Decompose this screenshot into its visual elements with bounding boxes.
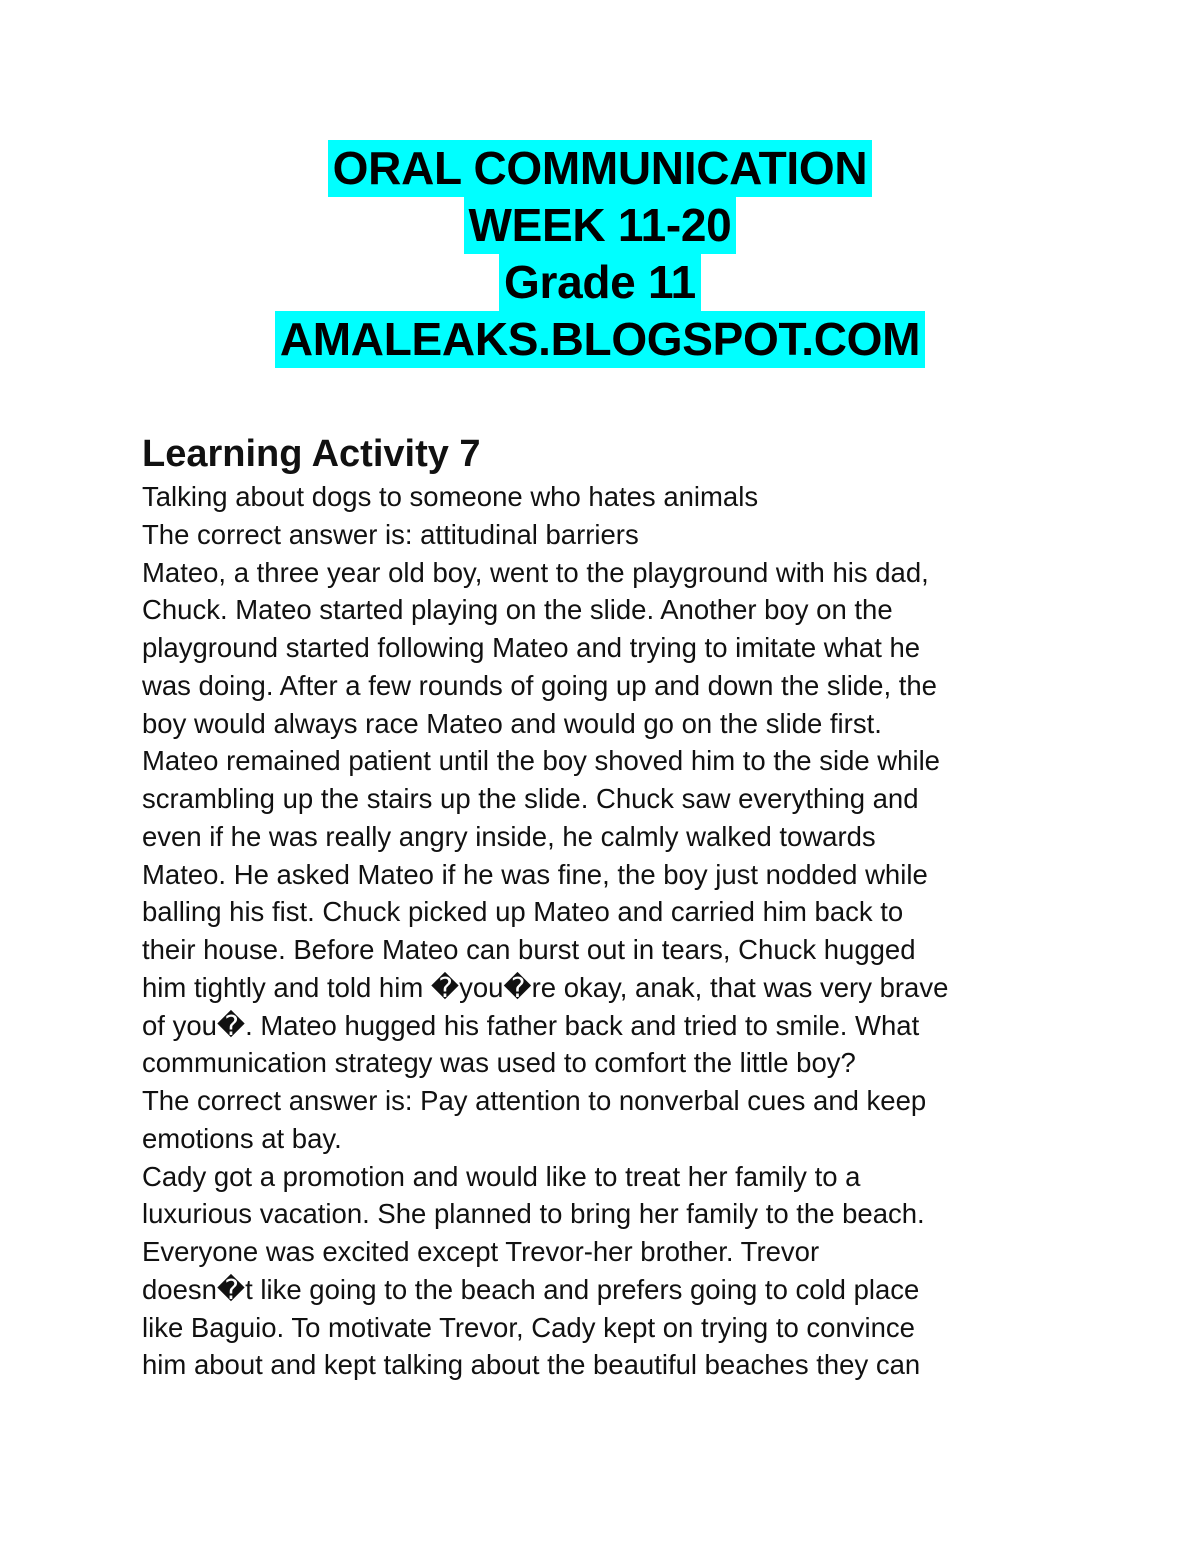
text-line: him tightly and told him �you�re okay, anak, that was very brave [142, 971, 949, 1003]
title-week: WEEK 11-20 [464, 197, 737, 254]
text-line: emotions at bay. [142, 1122, 342, 1154]
text-line: even if he was really angry inside, he calmly walked towards [142, 820, 876, 852]
text-line: playground started following Mateo and trying to imitate what he [142, 632, 921, 663]
text-line: Talking about dogs to someone who hates animals [142, 481, 759, 512]
title-line-4 [0, 311, 1200, 368]
text-line: balling his fist. Chuck picked up Mateo and carried him back to [142, 896, 904, 928]
title-line-1 [0, 140, 1200, 197]
text-line: him about and kept talking about the beautiful beaches they can [142, 1349, 921, 1381]
title-website: AMALEAKS.BLOGSPOT.COM [275, 311, 925, 368]
text-line: scrambling up the stairs up the slide. Chuck saw everything and [142, 783, 919, 814]
text-line: Everyone was excited except Trevor-her brother. Trevor [142, 1236, 820, 1267]
title-block [0, 140, 1200, 368]
body-text [142, 478, 1072, 1384]
title-line-2 [0, 197, 1200, 254]
text-line: their house. Before Mateo can burst out in tears, Chuck hugged [142, 934, 916, 965]
text-line: Mateo. He asked Mateo if he was fine, the boy just nodded while [142, 858, 928, 890]
title-grade: Grade 11 [499, 254, 701, 311]
title-line-3 [0, 254, 1200, 311]
text-line: communication strategy was used to comfort the little boy? [142, 1047, 856, 1079]
text-line: The correct answer is: attitudinal barriers [142, 518, 639, 550]
text-line: of you�. Mateo hugged his father back and tried to smile. What [142, 1009, 920, 1041]
text-line: Chuck. Mateo started playing on the slide. Another boy on the [142, 594, 893, 626]
text-line: Mateo remained patient until the boy shoved him to the side while [142, 745, 940, 777]
text-line: doesn�t like going to the beach and prefers going to cold place [142, 1273, 920, 1305]
text-line: luxurious vacation. She planned to bring her family to the beach. [142, 1198, 925, 1230]
text-line: Mateo, a three year old boy, went to the playground with his dad, [142, 556, 929, 588]
text-line: was doing. After a few rounds of going up and down the slide, the [142, 669, 937, 701]
text-line: The correct answer is: Pay attention to nonverbal cues and keep [142, 1085, 927, 1116]
text-line: boy would always race Mateo and would go on the slide first. [142, 707, 882, 739]
text-line: Cady got a promotion and would like to treat her family to a [142, 1160, 861, 1192]
section-heading: Learning Activity 7 [142, 433, 481, 475]
text-line: like Baguio. To motivate Trevor, Cady kept on trying to convince [142, 1311, 915, 1343]
title-subject: ORAL COMMUNICATION [328, 140, 873, 197]
